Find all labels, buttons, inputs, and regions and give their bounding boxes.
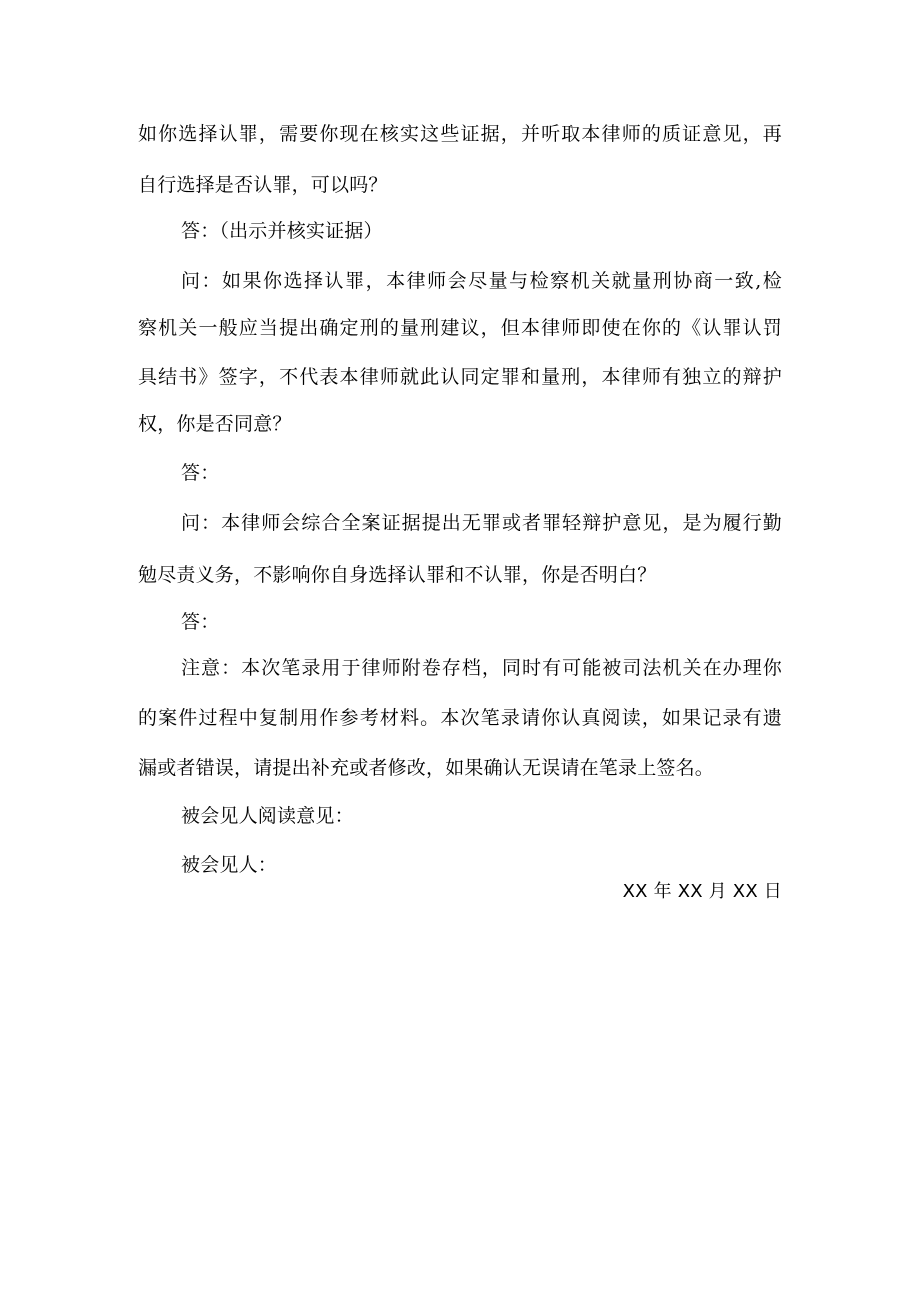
notice-line-2: 的案件过程中复制用作参考材料。本次笔录请你认真阅读，如果记录有遗 — [138, 707, 782, 729]
question-2-line-2: 察机关一般应当提出确定刑的量刑建议，但本律师即使在你的《认罪认罚 — [138, 317, 782, 339]
answer-3: 答： — [181, 611, 220, 633]
question-3-line-2: 勉尽责义务，不影响你自身选择认罪和不认罪，你是否明白？ — [138, 564, 657, 586]
question-2-line-4: 权，你是否同意？ — [138, 413, 292, 435]
question-2-line-3: 具结书》签字，不代表本律师就此认同定罪和量刑，本律师有独立的辩护 — [138, 366, 782, 388]
answer-1: 答：（出示并核实证据） — [181, 220, 383, 242]
notice-line-1: 注意：本次笔录用于律师附卷存档，同时有可能被司法机关在办理你 — [181, 657, 782, 679]
question-3-line-1: 问：本律师会综合全案证据提出无罪或者罪轻辩护意见，是为履行勤 — [181, 512, 782, 534]
answer-2: 答： — [181, 462, 220, 484]
question-2-line-1: 问：如果你选择认罪，本律师会尽量与检察机关就量刑协商一致,检 — [181, 270, 782, 292]
paragraph-line: 如你选择认罪，需要你现在核实这些证据，并听取本律师的质证意见，再 — [138, 123, 782, 145]
paragraph-line: 自行选择是否认罪，可以吗？ — [138, 174, 388, 196]
signature-label: 被会见人： — [181, 854, 278, 876]
reading-opinion-label: 被会见人阅读意见： — [181, 805, 354, 827]
notice-line-3: 漏或者错误，请提出补充或者修改，如果确认无误请在笔录上签名。 — [138, 757, 715, 779]
date-line: XX 年 XX 月 XX 日 — [622, 881, 782, 902]
